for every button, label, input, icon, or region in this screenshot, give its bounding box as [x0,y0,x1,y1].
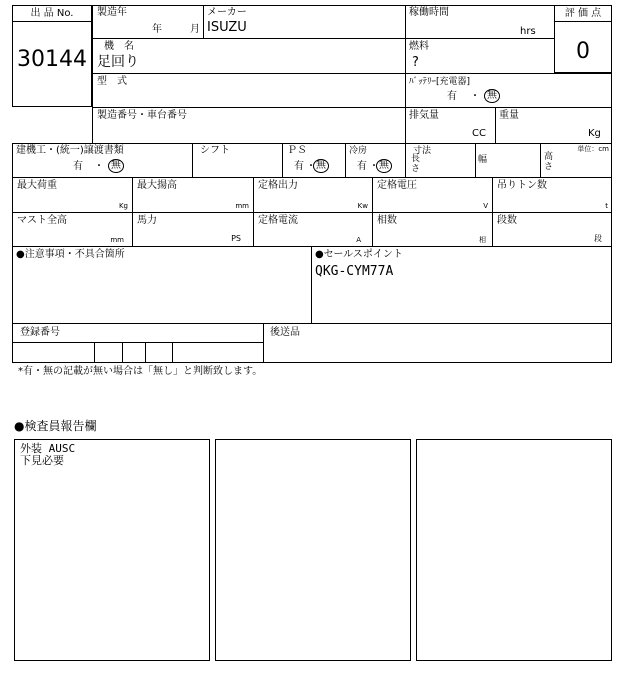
rated-voltage-unit: V [483,202,488,210]
ps-yes: 有 [294,161,304,172]
dims-unit-note: 単位：cm [577,145,609,153]
sales-value: QKG-CYM77A [315,264,394,279]
transfer-no: 無 [108,159,124,173]
mast-height-label: マスト全高 [17,215,67,226]
model-label: 機 名 [104,41,134,52]
rated-current-unit: A [356,236,361,244]
max-lift-unit: mm [235,202,249,210]
lot-number: 30144 [17,47,87,72]
rated-output-label: 定格出力 [258,180,298,191]
hours-unit: hrs [520,26,536,37]
hours-label: 稼働時間 [409,7,449,18]
registration-label: 登録番号 [20,327,60,338]
year-unit: 年 [152,24,162,35]
battery-sep: ・ [470,91,480,102]
shift-label: シフト [200,145,230,156]
battery-yes: 有 [447,91,457,102]
year-label: 製造年 [97,7,127,18]
weight-unit: Kg [588,128,601,139]
ps-no: 無 [313,159,329,173]
horsepower-label: 馬力 [137,215,157,226]
phase-label: 相数 [377,215,397,226]
inspector-title: ●検査員報告欄 [14,419,97,433]
grade-label: 評 価 点 [564,8,602,19]
transfer-yes: 有 [73,161,83,172]
sales-label: ●セールスポイント [315,249,403,260]
inspector-box-2 [215,439,411,661]
mast-height-unit: mm [110,236,124,244]
displacement-label: 排気量 [409,110,439,121]
aircon-yes: 有 [357,161,367,172]
ps-sep: ・ [306,161,316,172]
model-value: 足回り [97,54,139,70]
inspector-note-line2: 下見必要 [20,454,64,467]
inspector-box-1 [14,439,210,661]
serial-label: 製造番号・車台番号 [97,110,187,121]
max-load-label: 最大荷重 [17,180,57,191]
ps-label: ＰＳ [287,145,307,156]
inspector-note-line1: 外装 AUSC [20,442,76,455]
notes-label: ●注意事項・不具合箇所 [16,249,125,260]
dims-height: 高さ [544,152,554,172]
fuel-value: ? [412,55,419,70]
displacement-unit: CC [472,128,486,139]
hoist-tons-unit: t [605,202,608,210]
horsepower-unit: PS [231,234,241,243]
type-label: 型 式 [97,76,127,87]
dims-label: 寸法 [413,146,432,156]
rated-output-unit: Kw [357,202,368,210]
lot-label: 出 品 No. [30,8,74,19]
dims-width: 幅 [478,155,488,165]
transfer-sep: ・ [94,161,104,172]
aircon-sep: ・ [369,161,379,172]
shipping-label: 後送品 [270,327,300,338]
max-lift-label: 最大揚高 [137,180,177,191]
phase-unit: 相 [479,236,486,244]
dims-length: 長さ [411,154,421,174]
rated-voltage-label: 定格電圧 [377,180,417,191]
grade-value: 0 [576,39,590,64]
max-load-unit: Kg [118,202,128,210]
stages-label: 段数 [497,215,517,226]
footnote: *有・無の記載が無い場合は「無し」と判断致します。 [18,366,263,377]
fuel-label: 燃料 [409,41,429,52]
transfer-label: 建機工・(統一)譲渡書類 [16,145,124,156]
hoist-tons-label: 吊りトン数 [497,180,547,191]
aircon-no: 無 [376,159,392,173]
inspector-box-3 [416,439,612,661]
month-unit: 月 [190,24,200,35]
aircon-label: 冷房 [349,146,368,156]
maker-value: ISUZU [207,20,247,35]
rated-current-label: 定格電流 [258,215,298,226]
battery-label: ﾊﾞｯﾃﾘｰ[充電器] [409,77,471,87]
maker-label: メーカー [207,7,247,18]
stages-unit: 段 [594,234,602,243]
battery-no: 無 [484,89,500,103]
weight-label: 重量 [499,110,519,121]
